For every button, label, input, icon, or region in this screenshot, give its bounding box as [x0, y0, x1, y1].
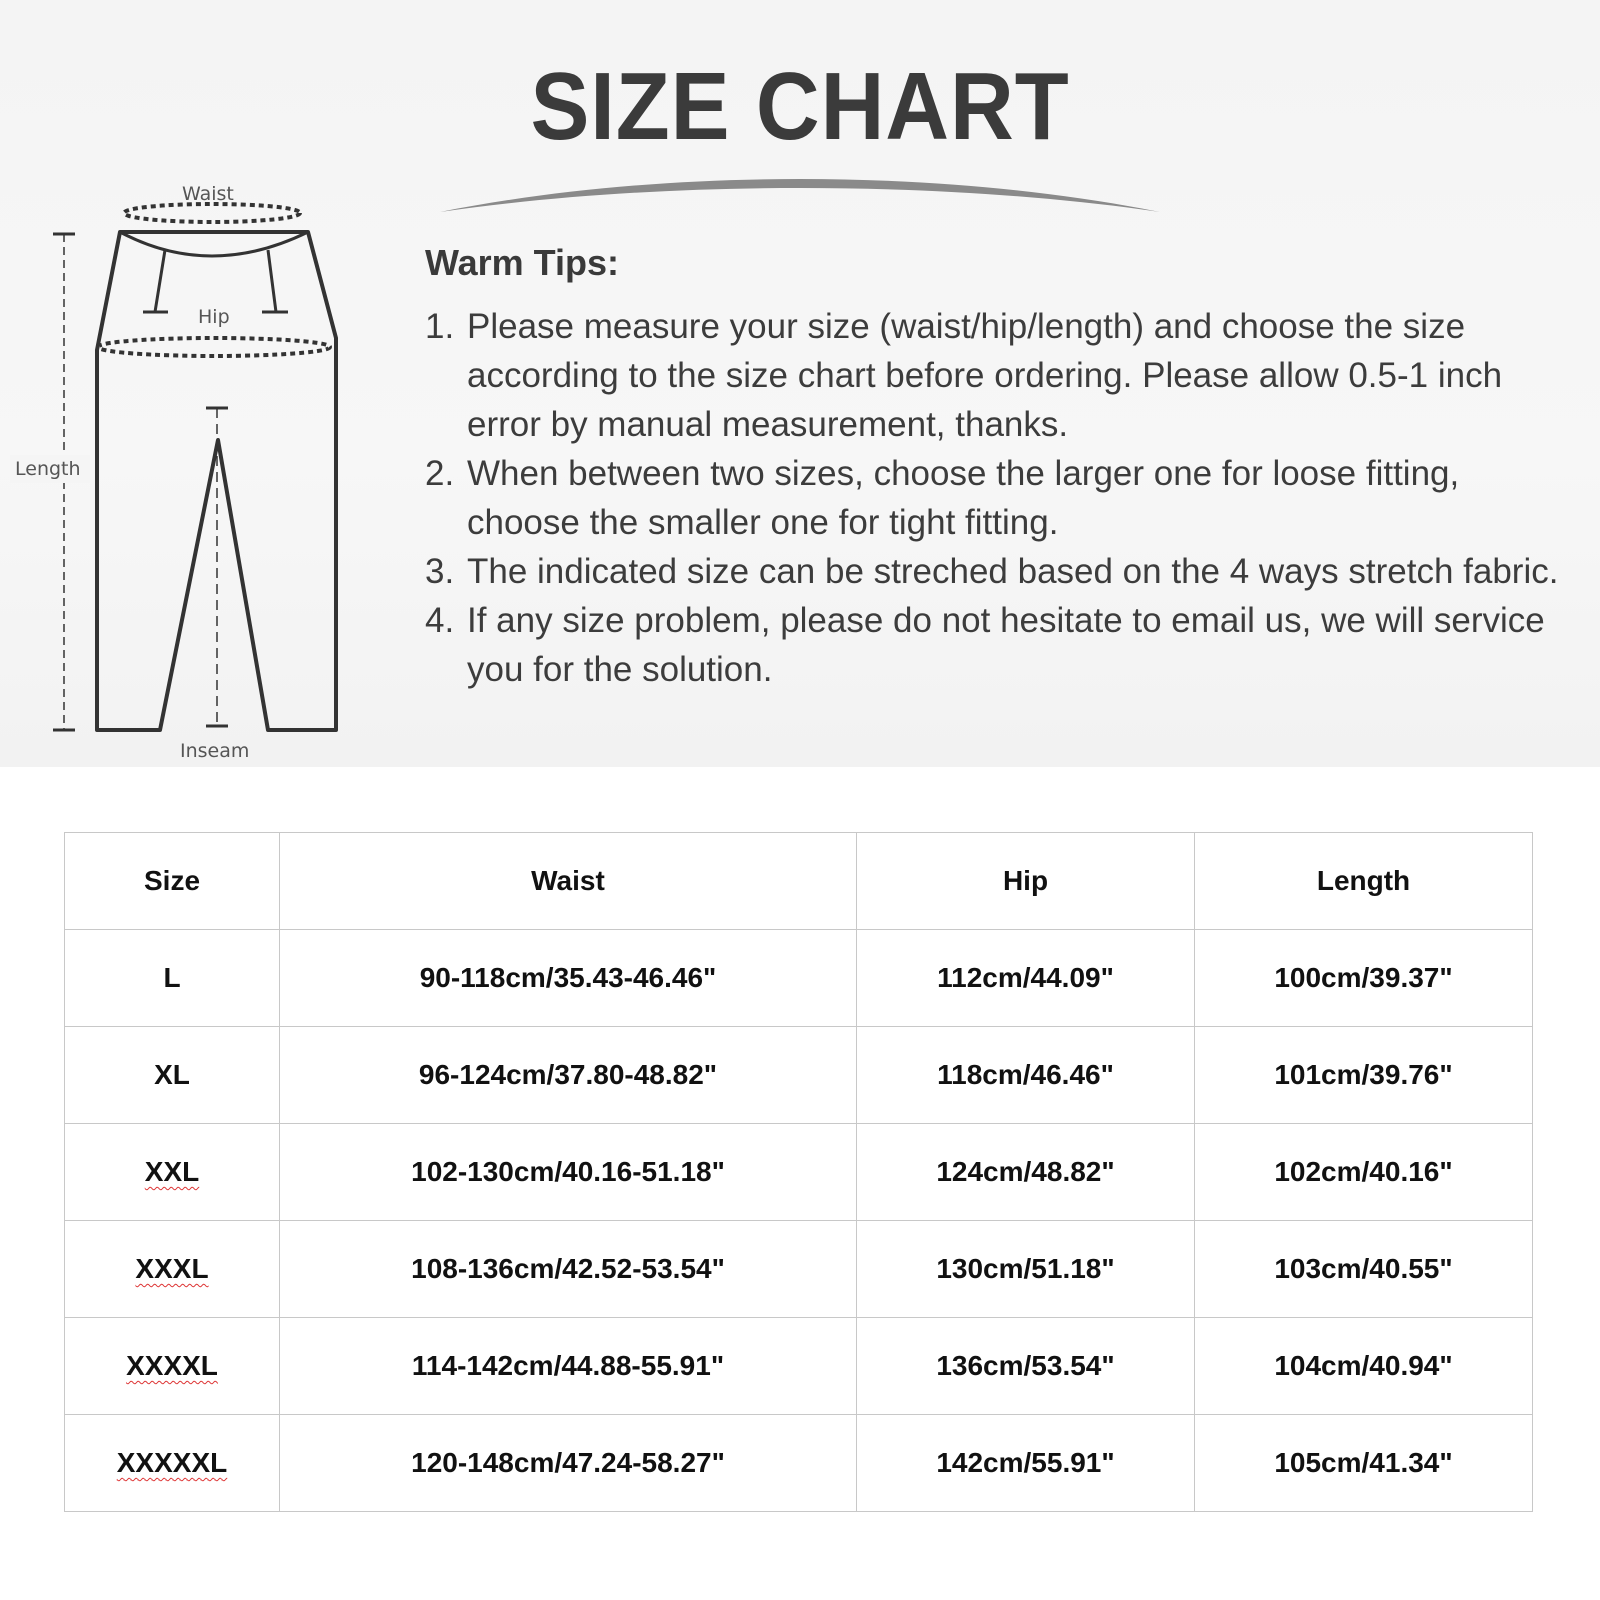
tip-number: 1.	[425, 307, 455, 346]
tip-number: 4.	[425, 601, 455, 640]
size-value: XL	[154, 1059, 190, 1090]
size-cell	[65, 1415, 280, 1512]
tip-item-1	[425, 302, 1575, 449]
hip-cell: 142cm/55.91"	[857, 1415, 1195, 1512]
header-panel	[0, 0, 1600, 767]
tip-text: If any size problem, please do not hesitate to email us, we will service you for the solution.	[467, 601, 1545, 689]
size-cell	[65, 1318, 280, 1415]
hip-cell: 112cm/44.09"	[857, 930, 1195, 1027]
waist-measure-line	[124, 204, 300, 222]
waist-cell: 108-136cm/42.52-53.54"	[280, 1221, 857, 1318]
size-cell	[65, 1221, 280, 1318]
pants-measurement-diagram	[0, 170, 400, 770]
header-length: Length	[1195, 833, 1533, 930]
length-cell: 105cm/41.34"	[1195, 1415, 1533, 1512]
table-row	[65, 1124, 1533, 1221]
size-value: XXXXXL	[116, 1447, 228, 1478]
table-row	[65, 1415, 1533, 1512]
tip-number: 3.	[425, 552, 455, 591]
table-row	[65, 930, 1533, 1027]
length-label: Length	[15, 458, 81, 480]
warm-tips-list	[425, 302, 1575, 694]
size-cell	[65, 930, 280, 1027]
tip-item-3	[425, 547, 1575, 596]
hip-cell: 136cm/53.54"	[857, 1318, 1195, 1415]
size-value: XXXXL	[126, 1350, 218, 1381]
size-value: XXXL	[135, 1253, 209, 1284]
tip-number: 2.	[425, 454, 455, 493]
header-size: Size	[65, 833, 280, 930]
length-cell: 104cm/40.94"	[1195, 1318, 1533, 1415]
waist-cell: 102-130cm/40.16-51.18"	[280, 1124, 857, 1221]
hip-measure-line	[98, 338, 330, 356]
header-waist: Waist	[280, 833, 857, 930]
tip-text: The indicated size can be streched based on the 4 ways stretch fabric.	[467, 552, 1559, 591]
inseam-label: Inseam	[180, 740, 250, 762]
size-value: XXL	[144, 1156, 200, 1187]
size-table	[64, 832, 1533, 1512]
warm-tips	[425, 242, 1575, 694]
length-cell: 103cm/40.55"	[1195, 1221, 1533, 1318]
warm-tips-heading: Warm Tips:	[425, 242, 620, 283]
length-cell: 101cm/39.76"	[1195, 1027, 1533, 1124]
header-hip: Hip	[857, 833, 1195, 930]
waist-cell: 90-118cm/35.43-46.46"	[280, 930, 857, 1027]
tip-text: When between two sizes, choose the larger one for loose fitting, choose the smaller one for tight fitting.	[467, 454, 1460, 542]
table-row	[65, 1221, 1533, 1318]
table-row	[65, 1027, 1533, 1124]
table-header-row	[65, 833, 1533, 930]
size-value: L	[163, 962, 181, 993]
tip-item-4	[425, 596, 1575, 694]
size-table-container	[64, 832, 1533, 1512]
waist-cell: 120-148cm/47.24-58.27"	[280, 1415, 857, 1512]
length-cell: 100cm/39.37"	[1195, 930, 1533, 1027]
waist-cell: 114-142cm/44.88-55.91"	[280, 1318, 857, 1415]
title-underline-swoosh	[440, 168, 1160, 218]
tip-item-2	[425, 449, 1575, 547]
hip-cell: 118cm/46.46"	[857, 1027, 1195, 1124]
page-title: SIZE CHART	[530, 53, 1070, 160]
size-cell	[65, 1027, 280, 1124]
waist-cell: 96-124cm/37.80-48.82"	[280, 1027, 857, 1124]
table-row	[65, 1318, 1533, 1415]
tip-text: Please measure your size (waist/hip/length) and choose the size according to the size chart before ordering. Please allow 0.5-1 inch error by manual measurement, thanks.	[467, 307, 1503, 444]
waist-label: Waist	[182, 183, 234, 205]
length-cell: 102cm/40.16"	[1195, 1124, 1533, 1221]
size-cell	[65, 1124, 280, 1221]
hip-cell: 124cm/48.82"	[857, 1124, 1195, 1221]
hip-label: Hip	[198, 306, 230, 328]
hip-cell: 130cm/51.18"	[857, 1221, 1195, 1318]
